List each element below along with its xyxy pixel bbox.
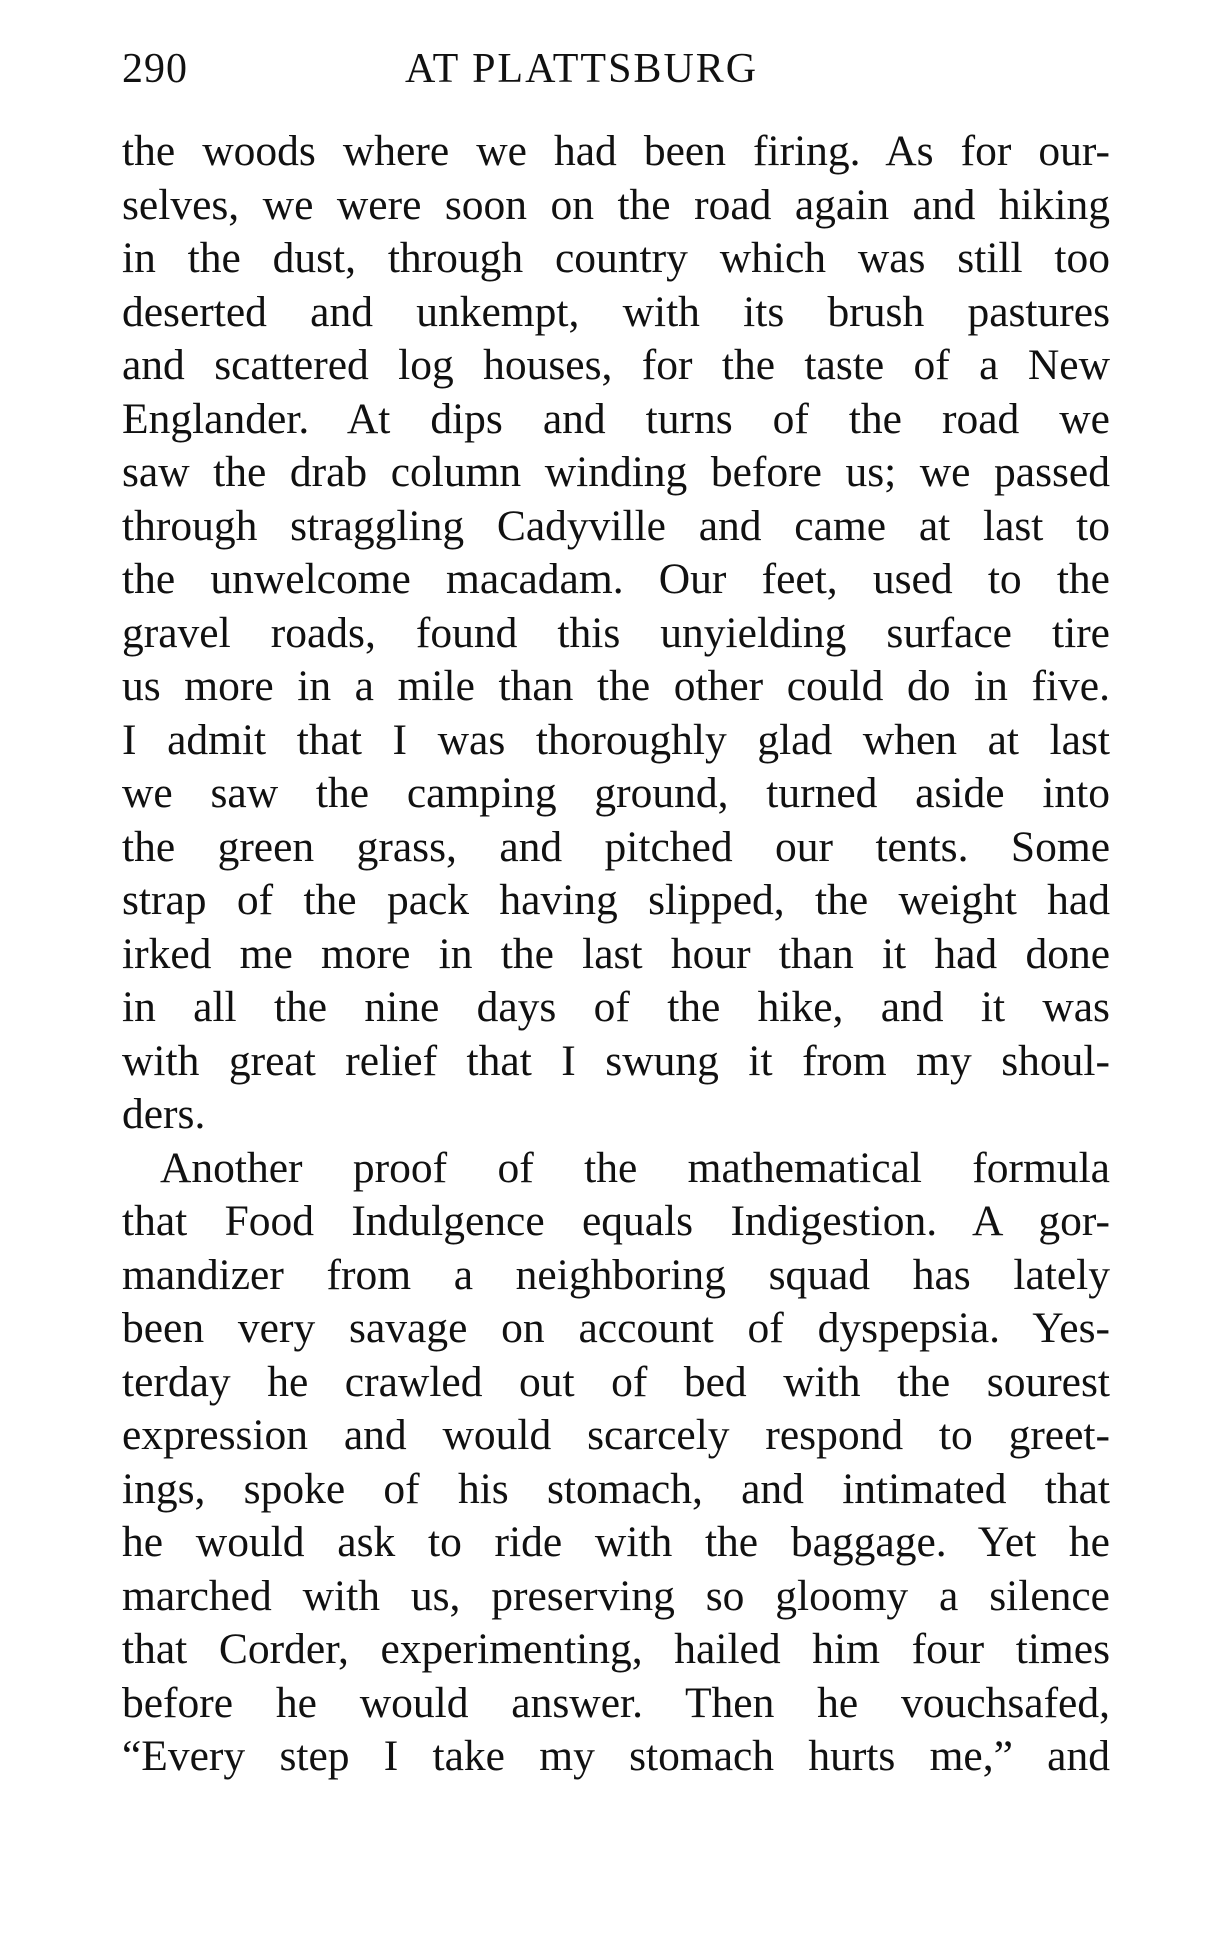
body-text — [122, 125, 1110, 1784]
text-line: he would ask to ride with the baggage. Yet he — [122, 1518, 1110, 1566]
text-line: terday he crawled out of bed with the sourest — [122, 1357, 1110, 1406]
text-line: Another proof of the mathematical formula — [160, 1143, 1110, 1192]
text-line: “Every step I take my stomach hurts me,” and — [122, 1732, 1110, 1780]
paragraph-1 — [122, 125, 1110, 1142]
text-line: Englander. At dips and turns of the road we — [122, 394, 1110, 443]
text-line: marched with us, preserving so gloomy a silence — [122, 1571, 1110, 1620]
text-line: been very savage on account of dyspepsia. Yes- — [122, 1304, 1110, 1352]
text-line: ders. — [122, 1090, 206, 1138]
text-line: expression and would scarcely respond to greet- — [122, 1411, 1110, 1459]
paragraph-2 — [122, 1142, 1110, 1784]
text-line: irked me more in the last hour than it had done — [122, 929, 1110, 978]
text-line: that Corder, experimenting, hailed him four times — [122, 1625, 1110, 1673]
text-line: saw the drab column winding before us; we passed — [122, 448, 1110, 496]
running-head — [122, 34, 1110, 104]
text-line: gravel roads, found this unyielding surface tire — [122, 608, 1110, 657]
text-line: we saw the camping ground, turned aside into — [122, 769, 1110, 817]
text-line: and scattered log houses, for the taste of a New — [122, 341, 1110, 389]
text-line: ings, spoke of his stomach, and intimated that — [122, 1464, 1110, 1513]
text-line: strap of the pack having slipped, the weight had — [122, 876, 1110, 924]
text-line: mandizer from a neighboring squad has lately — [122, 1250, 1110, 1299]
text-line: in the dust, through country which was still too — [122, 234, 1110, 282]
text-line: before he would answer. Then he vouchsafed, — [122, 1678, 1110, 1727]
running-title: AT PLATTSBURG — [405, 46, 759, 92]
text-line: selves, we were soon on the road again and hiking — [122, 180, 1110, 229]
text-line: that Food Indulgence equals Indigestion. A gor- — [122, 1197, 1110, 1245]
text-line: the unwelcome macadam. Our feet, used to the — [122, 555, 1110, 603]
page-number: 290 — [122, 46, 188, 92]
text-line: deserted and unkempt, with its brush pastures — [122, 287, 1110, 336]
text-line: through straggling Cadyville and came at last to — [122, 501, 1110, 550]
text-line: with great relief that I swung it from my shoul- — [122, 1036, 1110, 1085]
text-line: us more in a mile than the other could do in five. — [122, 662, 1110, 710]
text-line: the woods where we had been firing. As for our- — [122, 127, 1110, 175]
text-line: in all the nine days of the hike, and it was — [122, 983, 1110, 1031]
text-line: the green grass, and pitched our tents. Some — [122, 822, 1110, 871]
text-line: I admit that I was thoroughly glad when at last — [122, 715, 1110, 764]
